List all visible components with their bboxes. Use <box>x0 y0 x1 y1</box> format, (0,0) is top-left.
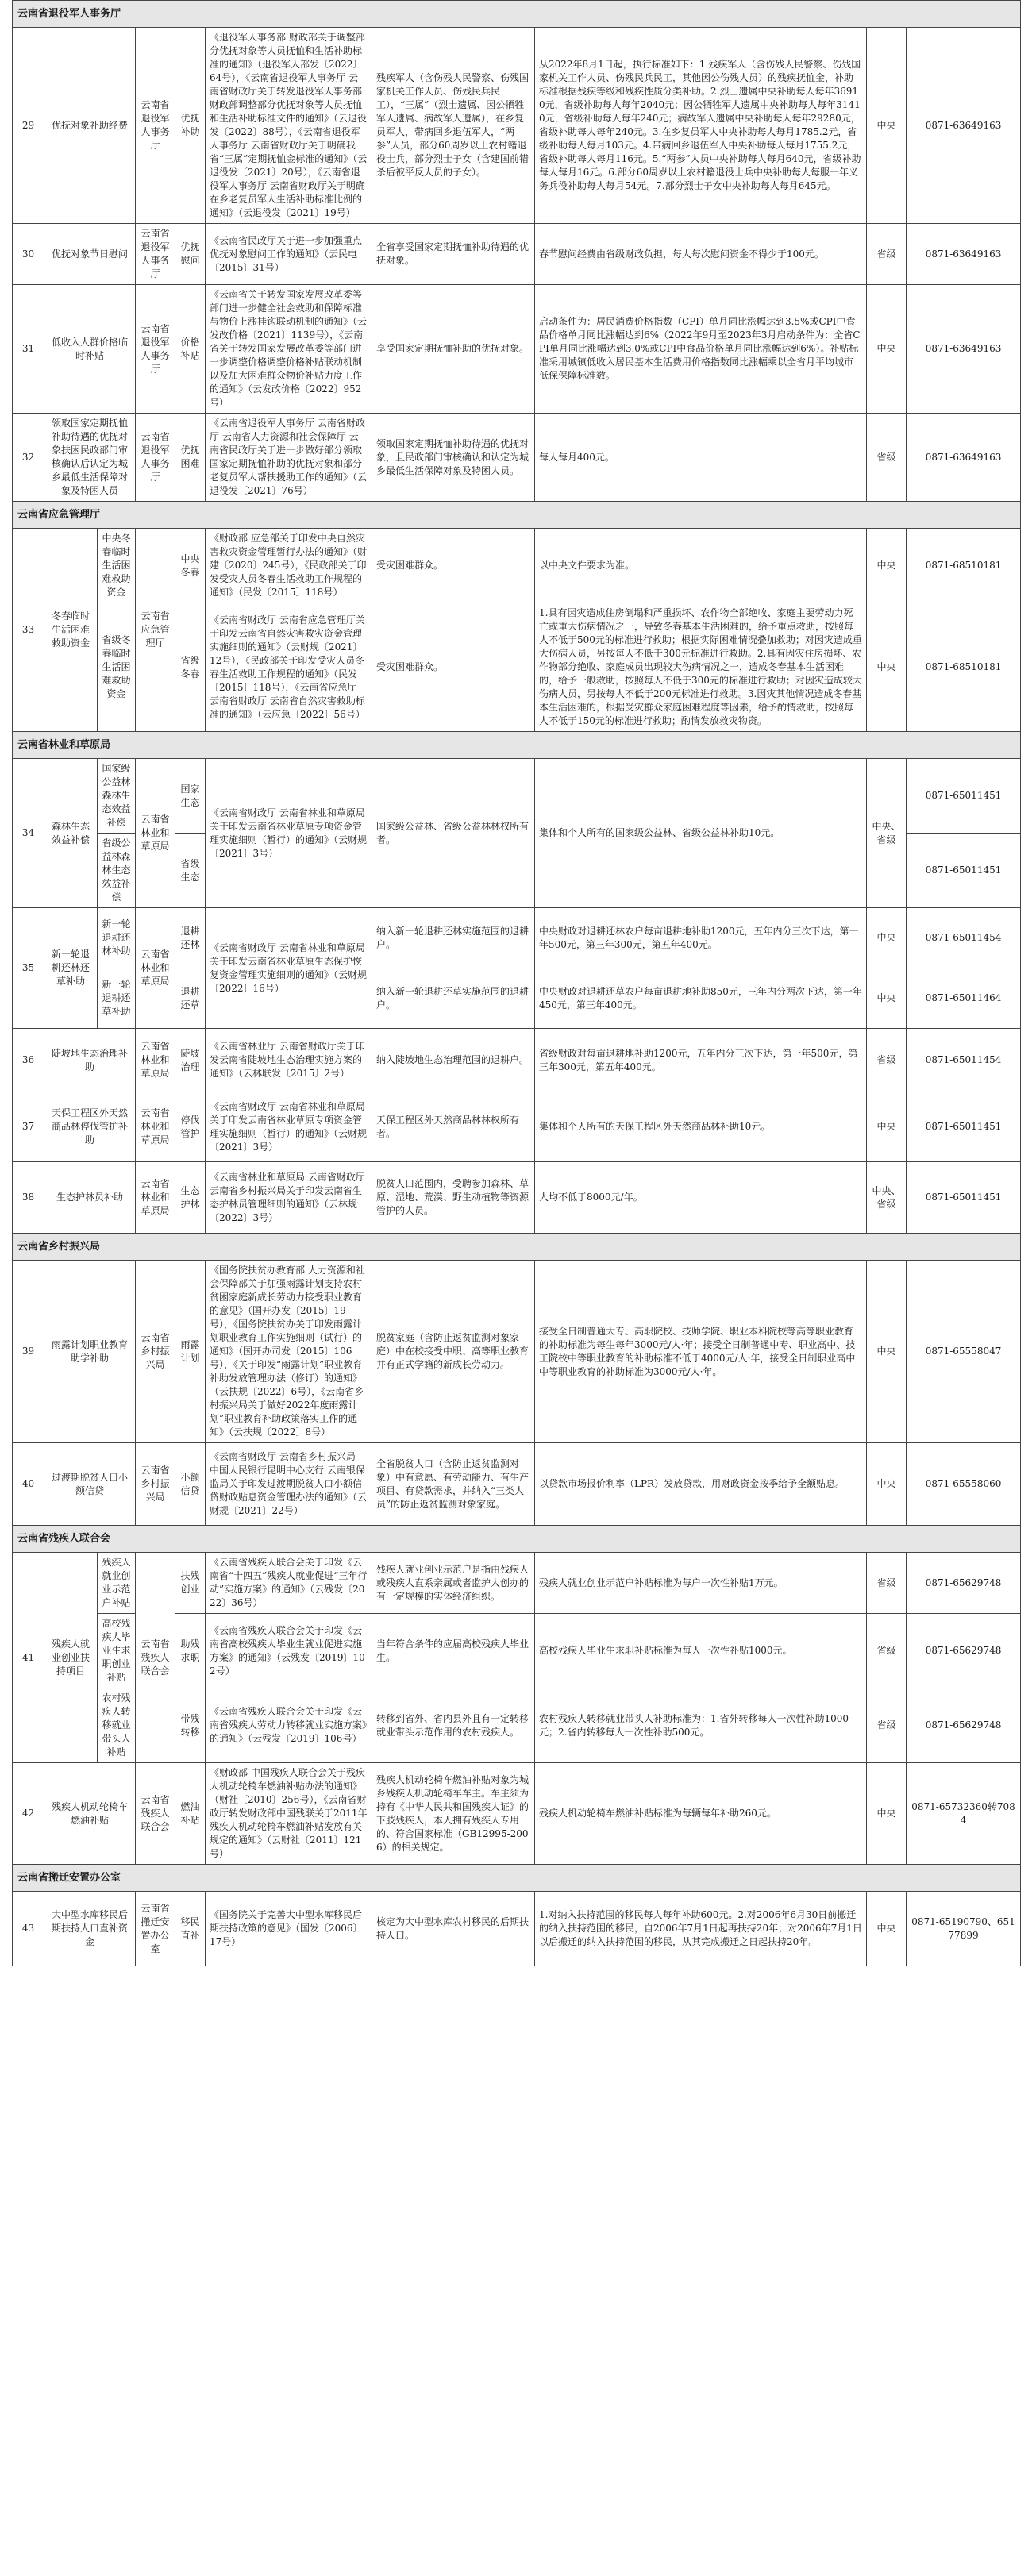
subsidy-object-cell: 脱贫家庭（含防止返贫监测对象家庭）中在校接受中职、高等职业教育并有正式学籍的新成长劳动力。 <box>372 1261 535 1443</box>
table-row <box>13 285 1021 414</box>
project-name: 雨露计划职业教育助学补助 <box>44 1261 136 1443</box>
table-row <box>13 1763 1021 1865</box>
funding-level-cell: 省级 <box>867 414 907 502</box>
subsidy-standard-cell: 中央财政对退耕还林农户每亩退耕地补助1200元，五年内分三次下达，第一年500元，第三年300元，第五年400元。 <box>535 908 867 968</box>
funding-level-cell: 省级 <box>867 224 907 285</box>
row-number: 38 <box>13 1162 44 1234</box>
subsidy-object-cell: 当年符合条件的应届高校残疾人毕业生。 <box>372 1614 535 1688</box>
sub-project-name: 省级公益林森林生态效益补偿 <box>98 834 136 908</box>
contact-phone-cell: 0871-65558060 <box>907 1443 1021 1526</box>
project-name: 过渡期脱贫人口小额信贷 <box>44 1443 136 1526</box>
project-name: 低收入人群价格临时补贴 <box>44 285 136 414</box>
subsidy-object-cell: 享受国家定期抚恤补助的优抚对象。 <box>372 285 535 414</box>
sub-project-name: 残疾人就业创业示范户补贴 <box>98 1553 136 1614</box>
category-cell: 优抚慰问 <box>175 224 206 285</box>
department-cell: 云南省退役军人事务厅 <box>136 285 175 414</box>
table-row <box>13 28 1021 224</box>
funding-level-cell: 中央 <box>867 1261 907 1443</box>
table-row <box>13 1029 1021 1092</box>
funding-level-cell: 中央 <box>867 1892 907 1966</box>
policy-basis-cell: 《国务院扶贫办教育部 人力资源和社会保障部关于加强雨露计划支持农村贫困家庭新成长劳动力接受职业教育的意见》（国开办发〔2015〕19号），《国务院扶贫办关于印发雨露计划职业教育工作实施细则（试行）的通知》（国开办司发〔2015〕106号），《关于印发“雨露计划”职业教育补助发放管理办法（修订）的通知》（云扶规〔2022〕6号），《云南省乡村振兴局关于做好2022年度雨露计划”职业教育补助政策落实工作的通知》（云扶规〔2022〕8号） <box>206 1261 372 1443</box>
contact-phone-cell: 0871-65732360转7084 <box>907 1763 1021 1865</box>
category-cell: 国家生态 <box>175 759 206 834</box>
contact-phone-cell: 0871-65011451 <box>907 1092 1021 1162</box>
section-header <box>13 1 1021 28</box>
contact-phone-cell: 0871-65011464 <box>907 968 1021 1029</box>
table-row <box>13 1443 1021 1526</box>
sub-project-name: 省级冬春临时生活困难救助资金 <box>98 603 136 732</box>
row-number: 35 <box>13 908 44 1029</box>
policy-basis-cell: 《云南省林业厅 云南省财政厅关于印发云南省陡坡地生态治理实施方案的通知》（云林联发〔2015〕2号） <box>206 1029 372 1092</box>
category-cell: 扶残创业 <box>175 1553 206 1614</box>
subsidy-object-cell: 领取国家定期抚恤补助待遇的优抚对象，且民政部门审核确认和认定为城乡最低生活保障对象及特困人员。 <box>372 414 535 502</box>
policy-basis-cell: 《退役军人事务部 财政部关于调整部分优抚对象等人员抚恤和生活补助标准的通知》（退役军人部发〔2022〕64号），《云南省退役军人事务厅 云南省财政厅关于转发退役军人事务部 财政部调整部分优抚对象等人员抚恤和生活补助标准文件的通知》（云退役发〔2022〕88号），《云南省退役军人事务厅 云南省财政厅关于明确我省“三属”定期抚恤金标准的通知》（云退役发〔2021〕20号），《云南省退役军人事务厅 云南省财政厅关于明确在乡老复员军人生活补助标准比例的通知》（云退役发〔2021〕19号） <box>206 28 372 224</box>
sub-project-name: 中央冬春临时生活困难救助资金 <box>98 529 136 603</box>
category-cell: 助残求职 <box>175 1614 206 1688</box>
funding-level-cell: 中央、省级 <box>867 759 907 908</box>
category-cell: 优抚补助 <box>175 28 206 224</box>
contact-phone-cell: 0871-63649163 <box>907 28 1021 224</box>
row-number: 42 <box>13 1763 44 1865</box>
funding-level-cell: 省级 <box>867 1553 907 1614</box>
table-row <box>13 1553 1021 1614</box>
section-title: 云南省退役军人事务厅 <box>13 1 1021 28</box>
policy-basis-cell: 《云南省关于转发国家发展改革委等部门进一步健全社会救助和保障标准与物价上涨挂钩联动机制的通知》（云发改价格〔2021〕1139号），《云南省关于转发国家发展改革委等部门进一步调整价格调整价格补贴联动机制以及加大困难群众物价补贴力度工作的通知》（云发改价格〔2022〕952号） <box>206 285 372 414</box>
department-cell: 云南省搬迁安置办公室 <box>136 1892 175 1966</box>
funding-level-cell: 省级 <box>867 1688 907 1763</box>
project-name: 天保工程区外天然商品林停伐管护补助 <box>44 1092 136 1162</box>
category-cell: 省级冬春 <box>175 603 206 732</box>
policy-basis-cell: 《云南省财政厅 云南省林业和草原局关于印发云南省林业草原专项资金管理实施细则（暂行）的通知》（云财规〔2021〕3号） <box>206 1092 372 1162</box>
policy-basis-cell: 《财政部 应急部关于印发中央自然灾害救灾资金管理暂行办法的通知》（财建〔2020〕245号），《民政部关于印发受灾人员冬春生活救助工作规程的通知》（民发〔2015〕118号） <box>206 529 372 603</box>
project-name: 生态护林员补助 <box>44 1162 136 1234</box>
row-number: 43 <box>13 1892 44 1966</box>
policy-basis-cell: 《云南省财政厅 云南省林业和草原局关于印发云南省林业草原专项资金管理实施细则（暂行）的通知》（云财规〔2021〕3号） <box>206 759 372 908</box>
subsidy-standard-cell: 残疾人就业创业示范户补贴标准为每户一次性补贴1万元。 <box>535 1553 867 1614</box>
category-cell: 燃油补贴 <box>175 1763 206 1865</box>
subsidy-object-cell: 纳入新一轮退耕还林实施范围的退耕户。 <box>372 908 535 968</box>
funding-level-cell: 中央 <box>867 1443 907 1526</box>
category-cell: 省级生态 <box>175 834 206 908</box>
row-number: 31 <box>13 285 44 414</box>
contact-phone-cell: 0871-65011451 <box>907 759 1021 834</box>
table-row <box>13 1092 1021 1162</box>
sub-project-name: 农村残疾人转移就业带头人补贴 <box>98 1688 136 1763</box>
row-number: 39 <box>13 1261 44 1443</box>
row-number: 40 <box>13 1443 44 1526</box>
subsidy-object-cell: 全省脱贫人口（含防止返贫监测对象）中有意愿、有劳动能力、有生产项目、有贷款需求，并纳入“三类人员”的防止返贫监测对象家庭。 <box>372 1443 535 1526</box>
row-number: 37 <box>13 1092 44 1162</box>
subsidy-standard-cell: 集体和个人所有的天保工程区外天然商品林补助10元。 <box>535 1092 867 1162</box>
row-number: 33 <box>13 529 44 732</box>
department-cell: 云南省乡村振兴局 <box>136 1261 175 1443</box>
category-cell: 中央冬春 <box>175 529 206 603</box>
subsidy-standard-cell: 人均不低于8000元/年。 <box>535 1162 867 1234</box>
policy-basis-cell: 《云南省民政厅关于进一步加强重点优抚对象慰问工作的通知》（云民电〔2015〕31号） <box>206 224 372 285</box>
funding-level-cell: 中央 <box>867 1763 907 1865</box>
row-number: 36 <box>13 1029 44 1092</box>
funding-level-cell: 中央、省级 <box>867 1162 907 1234</box>
contact-phone-cell: 0871-65011451 <box>907 1162 1021 1234</box>
subsidy-standard-cell: 春节慰问经费由省级财政负担，每人每次慰问资金不得少于100元。 <box>535 224 867 285</box>
subsidy-object-cell: 残疾人机动轮椅车燃油补贴对象为城乡残疾人机动轮椅车车主。车主须为持有《中华人民共和国残疾人证》的下肢残疾人，本人拥有残疾人专用的、符合国家标准（GB12995-2006）的相关规定。 <box>372 1763 535 1865</box>
policy-basis-cell: 《云南省林业和草原局 云南省财政厅 云南省乡村振兴局关于印发云南省生态护林员管理细则的通知》（云林规〔2022〕3号） <box>206 1162 372 1234</box>
contact-phone-cell: 0871-63649163 <box>907 414 1021 502</box>
project-name: 优抚对象节日慰问 <box>44 224 136 285</box>
contact-phone-cell: 0871-65629748 <box>907 1688 1021 1763</box>
section-title: 云南省残疾人联合会 <box>13 1526 1021 1553</box>
subsidy-object-cell: 天保工程区外天然商品林林权所有者。 <box>372 1092 535 1162</box>
project-name: 优抚对象补助经费 <box>44 28 136 224</box>
subsidy-object-cell: 转移到省外、省内县外且有一定转移就业带头示范作用的农村残疾人。 <box>372 1688 535 1763</box>
policy-basis-cell: 《云南省残疾人联合会关于印发《云南省高校残疾人毕业生就业促进实施方案》的通知》（云残发〔2019〕102号） <box>206 1614 372 1688</box>
department-cell: 云南省林业和草原局 <box>136 1029 175 1092</box>
subsidy-standard-cell: 集体和个人所有的国家级公益林、省级公益林补助10元。 <box>535 759 867 908</box>
project-name: 冬春临时生活困难救助资金 <box>44 529 98 732</box>
table-row <box>13 224 1021 285</box>
department-cell: 云南省林业和草原局 <box>136 759 175 908</box>
table-row <box>13 759 1021 834</box>
contact-phone-cell: 0871-65629748 <box>907 1614 1021 1688</box>
sub-project-name: 国家级公益林森林生态效益补偿 <box>98 759 136 834</box>
row-number: 32 <box>13 414 44 502</box>
department-cell: 云南省林业和草原局 <box>136 1092 175 1162</box>
category-cell: 价格补贴 <box>175 285 206 414</box>
table-row <box>13 908 1021 968</box>
department-cell: 云南省林业和草原局 <box>136 908 175 1029</box>
subsidy-object-cell: 残疾军人（含伤残人民警察、伤残国家机关工作人员、伤残民兵民工），“三属”（烈士遗属、因公牺牲军人遗属、病故军人遗属），在乡复员军人，带病回乡退伍军人，“两参”人员，部分60周岁以上农村籍退役士兵，部分烈士子女（含建国前错杀后被平反人员的子女）。 <box>372 28 535 224</box>
category-cell: 退耕还林 <box>175 908 206 968</box>
subsidy-standard-cell: 接受全日制普通大专、高职院校、技师学院、职业本科院校等高等职业教育的补助标准为每生每年3000元/人·年；接受全日制普通中专、职业高中、技工院校中等职业教育的补助标准不低于4000元/人·年，接受全日制职业高中中等职业教育的补助标准为3000元/人·年。 <box>535 1261 867 1443</box>
department-cell: 云南省退役军人事务厅 <box>136 224 175 285</box>
category-cell: 小额信贷 <box>175 1443 206 1526</box>
funding-level-cell: 中央 <box>867 529 907 603</box>
section-header <box>13 732 1021 759</box>
subsidy-object-cell: 全省享受国家定期抚恤补助待遇的优抚对象。 <box>372 224 535 285</box>
subsidy-standard-cell: 高校残疾人毕业生求职补贴标准为每人一次性补贴1000元。 <box>535 1614 867 1688</box>
subsidy-object-cell: 脱贫人口范围内，受聘参加森林、草原、湿地、荒漠、野生动植物等资源管护的人员。 <box>372 1162 535 1234</box>
subsidy-object-cell: 国家级公益林、省级公益林林权所有者。 <box>372 759 535 908</box>
table-row <box>13 529 1021 603</box>
subsidy-standard-cell: 农村残疾人转移就业带头人补助标准为：1.省外转移每人一次性补助1000元；2.省内转移每人一次性补助500元。 <box>535 1688 867 1763</box>
subsidy-standard-cell: 1.对纳入扶持范围的移民每人每年补助600元。2.对2006年6月30日前搬迁的纳入扶持范围的移民，自2006年7月1日起再扶持20年；对2006年7月1日以后搬迁的纳入扶持范围的移民，从其完成搬迁之日起扶持20年。 <box>535 1892 867 1966</box>
contact-phone-cell: 0871-63649163 <box>907 285 1021 414</box>
project-name: 残疾人机动轮椅车燃油补贴 <box>44 1763 136 1865</box>
subsidy-standard-cell: 从2022年8月1日起，执行标准如下：1.残疾军人（含伤残人民警察、伤残国家机关工作人员、伤残民兵民工，其他因公伤残人员）的残疾抚恤金，补助标准根据残疾等级和残疾性质分类补助。2.烈士遗属中央补助每人每年36910元，省级补助每人每年2040元；因公牺牲军人遗属中央补助每人每年31410元，省级补助每人每年240元；病故军人遗属中央补助每人每年29280元，省级补助每人每年240元。3.在乡复员军人中央补助每人每月1785.2元，省级补助每人每月103元。4.带病回乡退伍军人中央补助每人每月1755.2元，省级补助每人每月116元。5.“两参”人员中央补助每人每月640元，省级补助每人每月16元。6.部分60周岁以上农村籍退役士兵中央补助每人每服一年义务兵役补助每人每月54元。7.部分烈士子女中央补助每人每月645元。 <box>535 28 867 224</box>
row-number: 30 <box>13 224 44 285</box>
subsidy-standard-cell: 以中央文件要求为准。 <box>535 529 867 603</box>
category-cell: 带残转移 <box>175 1688 206 1763</box>
section-header <box>13 1526 1021 1553</box>
project-name: 森林生态效益补偿 <box>44 759 98 908</box>
subsidy-object-cell: 残疾人就业创业示范户是指由残疾人或残疾人直系亲属或者监护人创办的有一定规模的实体经济组织。 <box>372 1553 535 1614</box>
contact-phone-cell: 0871-63649163 <box>907 224 1021 285</box>
category-cell: 生态护林 <box>175 1162 206 1234</box>
section-title: 云南省搬迁安置办公室 <box>13 1865 1021 1892</box>
table-row <box>13 414 1021 502</box>
project-name: 新一轮退耕还林还草补助 <box>44 908 98 1029</box>
category-cell: 陡坡治理 <box>175 1029 206 1092</box>
funding-level-cell: 中央 <box>867 1092 907 1162</box>
subsidy-object-cell: 受灾困难群众。 <box>372 603 535 732</box>
department-cell: 云南省残疾人联合会 <box>136 1763 175 1865</box>
table-row <box>13 1261 1021 1443</box>
department-cell: 云南省残疾人联合会 <box>136 1553 175 1763</box>
policy-basis-cell: 《云南省财政厅 云南省林业和草原局关于印发云南省林业草原生态保护恢复资金管理实施细则的通知》（云财规〔2022〕16号） <box>206 908 372 1029</box>
category-cell: 移民直补 <box>175 1892 206 1966</box>
funding-level-cell: 中央 <box>867 968 907 1029</box>
row-number: 34 <box>13 759 44 908</box>
contact-phone-cell: 0871-68510181 <box>907 603 1021 732</box>
subsidy-standard-cell: 省级财政对每亩退耕地补助1200元，五年内分三次下达，第一年500元，第三年300元，第五年400元。 <box>535 1029 867 1092</box>
policy-basis-cell: 《云南省退役军人事务厅 云南省财政厅 云南省人力资源和社会保障厅 云南省民政厅关于进一步做好部分领取国家定期抚恤补助的优抚对象和部分老复员军人帮扶援助工作的通知》（云退役发〔2021〕76号） <box>206 414 372 502</box>
policy-basis-cell: 《云南省财政厅 云南省乡村振兴局 中国人民银行昆明中心支行 云南银保监局关于印发过渡期脱贫人口小额信贷财政贴息资金管理办法的通知》（云财规〔2021〕22号） <box>206 1443 372 1526</box>
section-title: 云南省林业和草原局 <box>13 732 1021 759</box>
section-title: 云南省应急管理厅 <box>13 502 1021 529</box>
section-header <box>13 1234 1021 1261</box>
contact-phone-cell: 0871-65011451 <box>907 834 1021 908</box>
category-cell: 雨露计划 <box>175 1261 206 1443</box>
contact-phone-cell: 0871-65190790、65177899 <box>907 1892 1021 1966</box>
policy-basis-cell: 《云南省残疾人联合会关于印发《云南省“十四五”残疾人就业促进“三年行动”实施方案》的通知》（云残发〔2022〕36号） <box>206 1553 372 1614</box>
funding-level-cell: 中央 <box>867 28 907 224</box>
row-number: 41 <box>13 1553 44 1763</box>
department-cell: 云南省退役军人事务厅 <box>136 414 175 502</box>
category-cell: 停伐管护 <box>175 1092 206 1162</box>
project-name: 陡坡地生态治理补助 <box>44 1029 136 1092</box>
subsidy-object-cell: 核定为大中型水库农村移民的后期扶持人口。 <box>372 1892 535 1966</box>
subsidy-object-cell: 纳入陡坡地生态治理范围的退耕户。 <box>372 1029 535 1092</box>
funding-level-cell: 省级 <box>867 1029 907 1092</box>
sub-project-name: 新一轮退耕还草补助 <box>98 968 136 1029</box>
policy-basis-cell: 《国务院关于完善大中型水库移民后期扶持政策的意见》（国发〔2006〕17号） <box>206 1892 372 1966</box>
table-row <box>13 1892 1021 1966</box>
department-cell: 云南省林业和草原局 <box>136 1162 175 1234</box>
contact-phone-cell: 0871-65011454 <box>907 1029 1021 1092</box>
section-header <box>13 1865 1021 1892</box>
section-title: 云南省乡村振兴局 <box>13 1234 1021 1261</box>
funding-level-cell: 中央 <box>867 603 907 732</box>
table-row <box>13 1162 1021 1234</box>
section-header <box>13 502 1021 529</box>
funding-level-cell: 中央 <box>867 285 907 414</box>
project-name: 大中型水库移民后期扶持人口直补资金 <box>44 1892 136 1966</box>
policy-table <box>12 0 1021 1966</box>
department-cell: 云南省应急管理厅 <box>136 529 175 732</box>
subsidy-standard-cell: 以贷款市场报价利率（LPR）发放贷款，用财政资金按季给予全额贴息。 <box>535 1443 867 1526</box>
subsidy-standard-cell: 启动条件为：居民消费价格指数（CPI）单月同比涨幅达到3.5%或CPI中食品价格单月同比涨幅达到6%（2022年9月至2023年3月启动条件为：全省CPI单月同比涨幅达到3.0%或CPI中食品价格单月同比涨幅达到6%）。补贴标准采用城镇低收入居民基本生活费用价格指数同比涨幅乘以全省月平均城市低保保障标准数。 <box>535 285 867 414</box>
category-cell: 退耕还草 <box>175 968 206 1029</box>
policy-basis-cell: 《云南省财政厅 云南省应急管理厅关于印发云南省自然灾害救灾资金管理实施细则的通知》（云财规〔2021〕12号），《民政部关于印发受灾人员冬春生活救助工作规程的通知》（民发〔2015〕118号），《云南省应急厅 云南省财政厅 云南省自然灾害救助标准的通知》（云应急〔2022〕56号） <box>206 603 372 732</box>
subsidy-object-cell: 受灾困难群众。 <box>372 529 535 603</box>
project-name: 残疾人就业创业扶持项目 <box>44 1553 98 1763</box>
contact-phone-cell: 0871-65011454 <box>907 908 1021 968</box>
category-cell: 优抚困难 <box>175 414 206 502</box>
project-name: 领取国家定期抚恤补助待遇的优抚对象扶困民政部门审核确认后认定为城乡最低生活保障对象及特困人员 <box>44 414 136 502</box>
sub-project-name: 新一轮退耕还林补助 <box>98 908 136 968</box>
row-number: 29 <box>13 28 44 224</box>
subsidy-standard-cell: 每人每月400元。 <box>535 414 867 502</box>
subsidy-standard-cell: 中央财政对退耕还草农户每亩退耕地补助850元，三年内分两次下达，第一年450元，第三年400元。 <box>535 968 867 1029</box>
contact-phone-cell: 0871-65629748 <box>907 1553 1021 1614</box>
policy-basis-cell: 《财政部 中国残疾人联合会关于残疾人机动轮椅车燃油补贴办法的通知》（财社〔2010〕256号），《云南省财政厅转发财政部中国残联关于2011年残疾人机动轮椅车燃油补贴发放有关规定的通知》（云财社〔2011〕121号） <box>206 1763 372 1865</box>
contact-phone-cell: 0871-68510181 <box>907 529 1021 603</box>
subsidy-standard-cell: 1.具有因灾造成住房倒塌和严重损坏、农作物全部绝收、家庭主要劳动力死亡或重大伤病情况之一，导致冬春基本生活困难的，给予重点救助，按照每人不低于500元的标准进行救助；根据实际困难情况叠加救助；对因灾造成重大伤病人员，另按每人不低于300元标准进行救助。2.具有因灾住房损坏、农作物部分绝收、家庭成员出现较大伤病情况之一，造成冬春基本生活困难的，给予一般救助，按照每人不低于300元的标准进行救助；对因灾造成较大伤病人员，另按每人不低于200元标准进行救助。3.因灾其他情况造成冬春基本生活困难的，根据受灾群众家庭困难程度等因素，给予酌情救助，按照每人不低于150元的标准进行救助；酌情发放救灾物资。 <box>535 603 867 732</box>
department-cell: 云南省乡村振兴局 <box>136 1443 175 1526</box>
contact-phone-cell: 0871-65558047 <box>907 1261 1021 1443</box>
subsidy-object-cell: 纳入新一轮退耕还草实施范围的退耕户。 <box>372 968 535 1029</box>
subsidy-standard-cell: 残疾人机动轮椅车燃油补贴标准为每辆每年补助260元。 <box>535 1763 867 1865</box>
department-cell: 云南省退役军人事务厅 <box>136 28 175 224</box>
funding-level-cell: 省级 <box>867 1614 907 1688</box>
funding-level-cell: 中央 <box>867 908 907 968</box>
sub-project-name: 高校残疾人毕业生求职创业补贴 <box>98 1614 136 1688</box>
policy-basis-cell: 《云南省残疾人联合会关于印发《云南省残疾人劳动力转移就业实施方案》的通知》（云残发〔2019〕106号） <box>206 1688 372 1763</box>
